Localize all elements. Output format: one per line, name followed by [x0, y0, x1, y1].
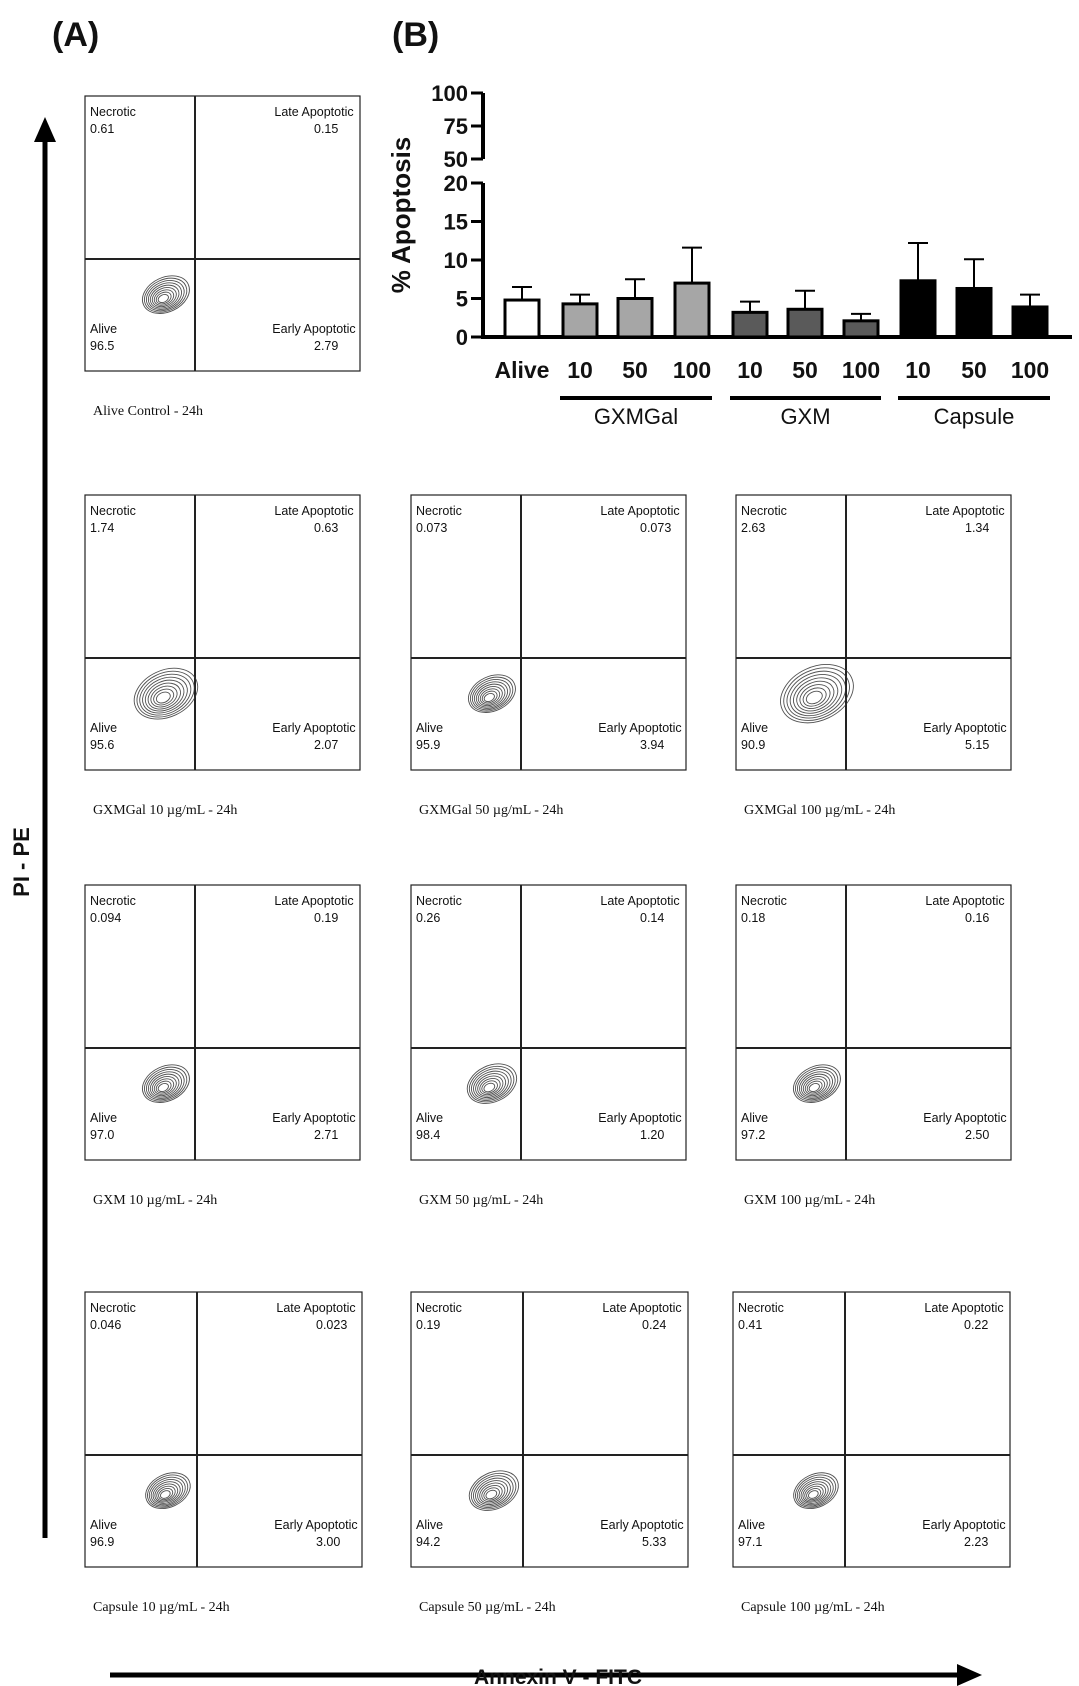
late-apoptotic-label: Late Apoptotic [274, 894, 354, 908]
bar-2 [563, 304, 597, 337]
necrotic-label: Necrotic [741, 894, 787, 908]
contour-cloud [788, 1466, 844, 1516]
flow-plot-7 [736, 885, 1011, 1208]
group-label: GXMGal [593, 404, 679, 429]
necrotic-value: 0.046 [90, 1318, 122, 1332]
plot-caption: GXMGal 100 µg/mL - 24h [744, 803, 896, 818]
late-apoptotic-label: Late Apoptotic [274, 504, 354, 518]
contour-cloud [126, 658, 206, 728]
alive-label: Alive [741, 721, 769, 735]
late-apoptotic-label: Late Apoptotic [600, 894, 680, 908]
late-apoptotic-label: Late Apoptotic [602, 1301, 682, 1315]
x-category-label: 50 [792, 357, 818, 383]
early-apoptotic-value: 2.50 [965, 1128, 990, 1142]
early-apoptotic-value: 2.79 [314, 339, 339, 353]
group-label: GXM [780, 404, 831, 429]
necrotic-value: 0.19 [416, 1318, 441, 1332]
panel-b-letter: (B) [392, 16, 440, 54]
contour-cloud [461, 1056, 523, 1111]
late-apoptotic-value: 0.023 [316, 1318, 348, 1332]
alive-value: 95.6 [90, 738, 115, 752]
plot-caption: GXM 100 µg/mL - 24h [744, 1193, 876, 1208]
bar-y-label: % Apoptosis [386, 136, 416, 294]
bar-8 [901, 281, 935, 337]
late-apoptotic-value: 0.14 [640, 911, 665, 925]
alive-label: Alive [416, 1111, 444, 1125]
bar-9 [957, 288, 991, 337]
bar-7 [844, 321, 878, 337]
necrotic-label: Necrotic [90, 105, 136, 119]
plot-caption: GXMGal 50 µg/mL - 24h [419, 803, 564, 818]
early-apoptotic-label: Early Apoptotic [922, 1518, 1006, 1532]
early-apoptotic-label: Early Apoptotic [272, 1111, 356, 1125]
contour-cloud [771, 653, 863, 734]
bar-1 [505, 300, 539, 337]
apoptosis-bar-chart [386, 81, 1072, 429]
flow-plot-2 [85, 495, 360, 818]
flow-plot-5 [85, 885, 360, 1208]
x-category-label: 100 [1010, 357, 1050, 383]
late-apoptotic-value: 0.22 [964, 1318, 989, 1332]
late-apoptotic-label: Late Apoptotic [274, 105, 354, 119]
plot-caption: GXM 50 µg/mL - 24h [419, 1193, 544, 1208]
alive-label: Alive [90, 1518, 118, 1532]
necrotic-value: 1.74 [90, 521, 115, 535]
early-apoptotic-value: 2.23 [964, 1535, 989, 1549]
early-apoptotic-label: Early Apoptotic [598, 721, 682, 735]
x-category-label: 50 [622, 357, 648, 383]
early-apoptotic-label: Early Apoptotic [272, 322, 356, 336]
alive-value: 95.9 [416, 738, 441, 752]
flow-plot-3 [411, 495, 686, 818]
necrotic-label: Necrotic [416, 894, 462, 908]
x-category-label: 10 [567, 357, 593, 383]
alive-value: 98.4 [416, 1128, 441, 1142]
late-apoptotic-value: 1.34 [965, 521, 990, 535]
alive-value: 94.2 [416, 1535, 441, 1549]
alive-value: 97.1 [738, 1535, 763, 1549]
x-category-label: 10 [737, 357, 763, 383]
x-axis-title: Annexin V - FITC [474, 1666, 642, 1686]
y-axis-arrow [34, 117, 56, 1538]
bar-5 [733, 312, 767, 337]
y-tick-label: 5 [455, 286, 468, 312]
flow-plot-8 [85, 1292, 362, 1615]
plot-caption: Capsule 10 µg/mL - 24h [93, 1600, 230, 1615]
group-label: Capsule [933, 404, 1015, 429]
bar-6 [788, 309, 822, 337]
necrotic-label: Necrotic [90, 504, 136, 518]
early-apoptotic-value: 2.71 [314, 1128, 339, 1142]
y-tick-label: 15 [443, 209, 468, 235]
x-category-label: 100 [672, 357, 712, 383]
late-apoptotic-value: 0.16 [965, 911, 990, 925]
necrotic-value: 0.094 [90, 911, 122, 925]
y-tick-label: 50 [443, 147, 468, 172]
y-tick-label: 0 [455, 325, 468, 350]
x-category-label: 50 [961, 357, 987, 383]
early-apoptotic-value: 5.33 [642, 1535, 667, 1549]
early-apoptotic-value: 3.94 [640, 738, 665, 752]
late-apoptotic-label: Late Apoptotic [924, 1301, 1004, 1315]
early-apoptotic-label: Early Apoptotic [598, 1111, 682, 1125]
y-tick-label: 20 [443, 171, 468, 196]
alive-value: 97.2 [741, 1128, 766, 1142]
necrotic-value: 0.073 [416, 521, 448, 535]
necrotic-value: 0.41 [738, 1318, 763, 1332]
plot-caption: Capsule 50 µg/mL - 24h [419, 1600, 556, 1615]
plot-caption: Alive Control - 24h [93, 404, 204, 419]
x-category-label: 10 [905, 357, 931, 383]
early-apoptotic-value: 2.07 [314, 738, 339, 752]
y-axis-title: PI - PE [9, 827, 34, 897]
alive-value: 97.0 [90, 1128, 115, 1142]
necrotic-value: 2.63 [741, 521, 766, 535]
necrotic-label: Necrotic [90, 1301, 136, 1315]
contour-cloud [136, 269, 195, 321]
flow-plot-1 [85, 96, 360, 419]
flow-plot-4 [736, 495, 1011, 818]
alive-label: Alive [416, 721, 444, 735]
early-apoptotic-label: Early Apoptotic [272, 721, 356, 735]
alive-label: Alive [90, 322, 118, 336]
alive-value: 96.9 [90, 1535, 115, 1549]
contour-cloud [136, 1058, 195, 1110]
bar-10 [1013, 307, 1047, 337]
early-apoptotic-label: Early Apoptotic [600, 1518, 684, 1532]
bar-4 [675, 283, 709, 337]
early-apoptotic-value: 1.20 [640, 1128, 665, 1142]
flow-plot-6 [411, 885, 686, 1208]
alive-label: Alive [416, 1518, 444, 1532]
late-apoptotic-value: 0.63 [314, 521, 339, 535]
flow-plot-10 [733, 1292, 1010, 1615]
alive-label: Alive [90, 721, 118, 735]
late-apoptotic-label: Late Apoptotic [600, 504, 680, 518]
late-apoptotic-value: 0.15 [314, 122, 339, 136]
late-apoptotic-value: 0.24 [642, 1318, 667, 1332]
necrotic-label: Necrotic [741, 504, 787, 518]
plot-caption: Capsule 100 µg/mL - 24h [741, 1600, 885, 1615]
bar-3 [618, 299, 652, 338]
contour-cloud [463, 1463, 525, 1518]
x-category-label: Alive [494, 357, 550, 383]
flow-plot-9 [411, 1292, 688, 1615]
alive-label: Alive [741, 1111, 769, 1125]
early-apoptotic-value: 3.00 [316, 1535, 341, 1549]
contour-cloud [140, 1466, 196, 1516]
early-apoptotic-value: 5.15 [965, 738, 990, 752]
alive-value: 96.5 [90, 339, 115, 353]
alive-label: Alive [90, 1111, 118, 1125]
necrotic-label: Necrotic [416, 504, 462, 518]
late-apoptotic-value: 0.19 [314, 911, 339, 925]
late-apoptotic-value: 0.073 [640, 521, 672, 535]
necrotic-label: Necrotic [738, 1301, 784, 1315]
plot-caption: GXMGal 10 µg/mL - 24h [93, 803, 238, 818]
necrotic-label: Necrotic [90, 894, 136, 908]
early-apoptotic-label: Early Apoptotic [923, 721, 1007, 735]
necrotic-label: Necrotic [416, 1301, 462, 1315]
necrotic-value: 0.18 [741, 911, 766, 925]
necrotic-value: 0.26 [416, 911, 441, 925]
contour-cloud [462, 668, 521, 720]
necrotic-value: 0.61 [90, 122, 115, 136]
alive-value: 90.9 [741, 738, 766, 752]
late-apoptotic-label: Late Apoptotic [276, 1301, 356, 1315]
y-tick-label: 75 [443, 114, 468, 139]
late-apoptotic-label: Late Apoptotic [925, 504, 1005, 518]
y-tick-label: 10 [443, 248, 468, 273]
x-category-label: 100 [841, 357, 881, 383]
contour-cloud [787, 1058, 846, 1110]
plot-caption: GXM 10 µg/mL - 24h [93, 1193, 218, 1208]
panel-a-letter: (A) [52, 16, 100, 54]
early-apoptotic-label: Early Apoptotic [923, 1111, 1007, 1125]
early-apoptotic-label: Early Apoptotic [274, 1518, 358, 1532]
late-apoptotic-label: Late Apoptotic [925, 894, 1005, 908]
alive-label: Alive [738, 1518, 766, 1532]
y-tick-label: 100 [431, 81, 468, 106]
